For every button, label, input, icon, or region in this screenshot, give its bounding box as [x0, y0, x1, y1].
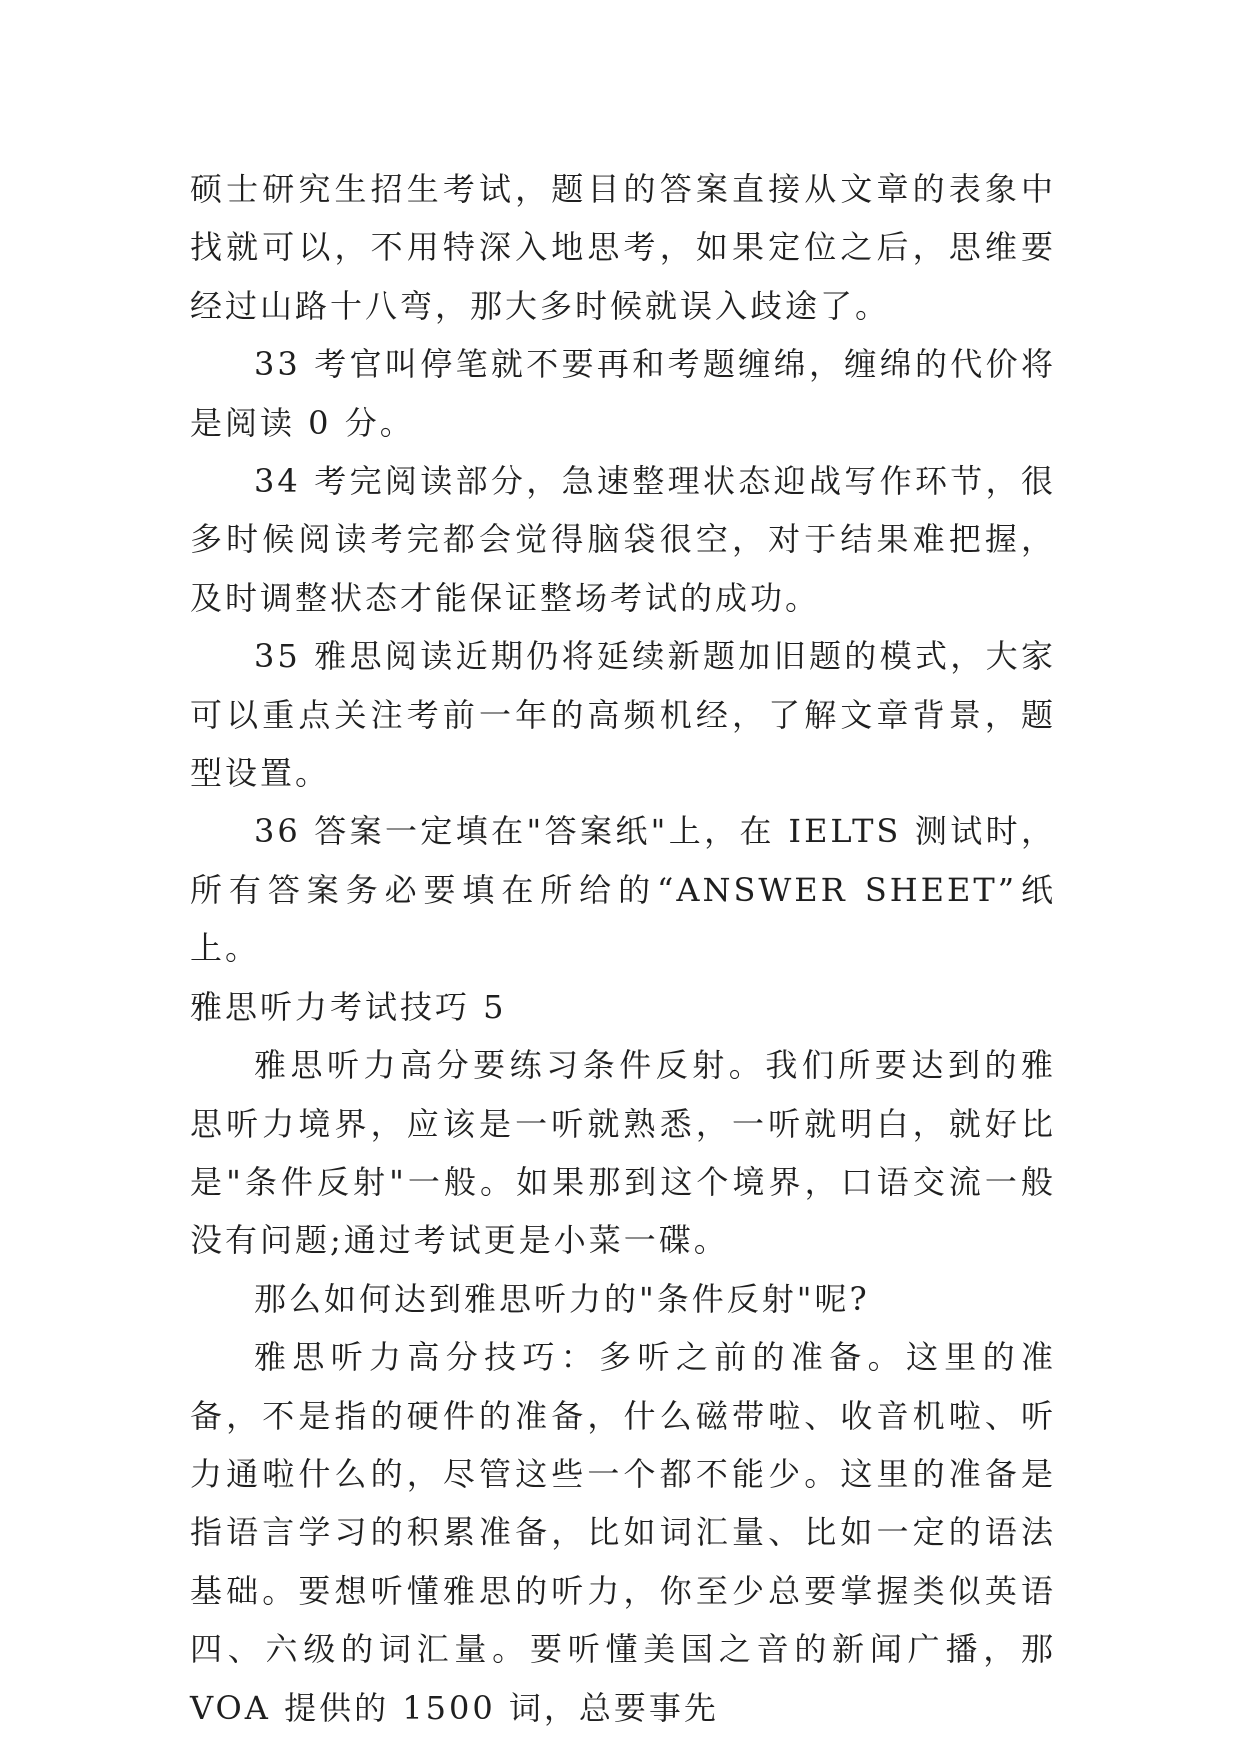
paragraph-listening-question: 那么如何达到雅思听力的"条件反射"呢? — [254, 1279, 870, 1318]
paragraph-tip-33: 33 考官叫停笔就不要再和考题缠绵，缠绵的代价将是阅读 0 分。 — [190, 345, 1056, 442]
paragraph-tip-36: 36 答案一定填在"答案纸"上，在 IELTS 测试时，所有答案务必要填在所给的“ANSWER SHEET”纸上。 — [190, 812, 1056, 968]
paragraph-continuation: 硕士研究生招生考试，题目的答案直接从文章的表象中找就可以，不用特深入地思考，如果定位之后，思维要经过山路十八弯，那大多时候就误入歧途了。 — [190, 170, 1056, 325]
section-title: 雅思听力考试技巧 5 — [190, 987, 507, 1026]
paragraph-tip-35: 35 雅思阅读近期仍将延续新题加旧题的模式，大家可以重点关注考前一年的高频机经，了解文章背景，题型设置。 — [190, 637, 1056, 793]
document-body — [190, 160, 1056, 1737]
paragraph-listening-preparation: 雅思听力高分技巧：多听之前的准备。这里的准备，不是指的硬件的准备，什么磁带啦、收音机啦、听力通啦什么的，尽管这些一个都不能少。这里的准备是指语言学习的积累准备，比如词汇量、比如一定的语法基础。要想听懂雅思的听力，你至少总要掌握类似英语四、六级的词汇量。要听懂美国之音的新闻广播，那 VOA 提供的 1500 词，总要事先 — [190, 1338, 1056, 1727]
paragraph-listening-reflex: 雅思听力高分要练习条件反射。我们所要达到的雅思听力境界，应该是一听就熟悉，一听就明白，就好比是"条件反射"一般。如果那到这个境界，口语交流一般没有问题;通过考试更是小菜一碟。 — [190, 1046, 1056, 1260]
paragraph-tip-34: 34 考完阅读部分，急速整理状态迎战写作环节，很多时候阅读考完都会觉得脑袋很空，对于结果难把握，及时调整状态才能保证整场考试的成功。 — [190, 462, 1056, 617]
